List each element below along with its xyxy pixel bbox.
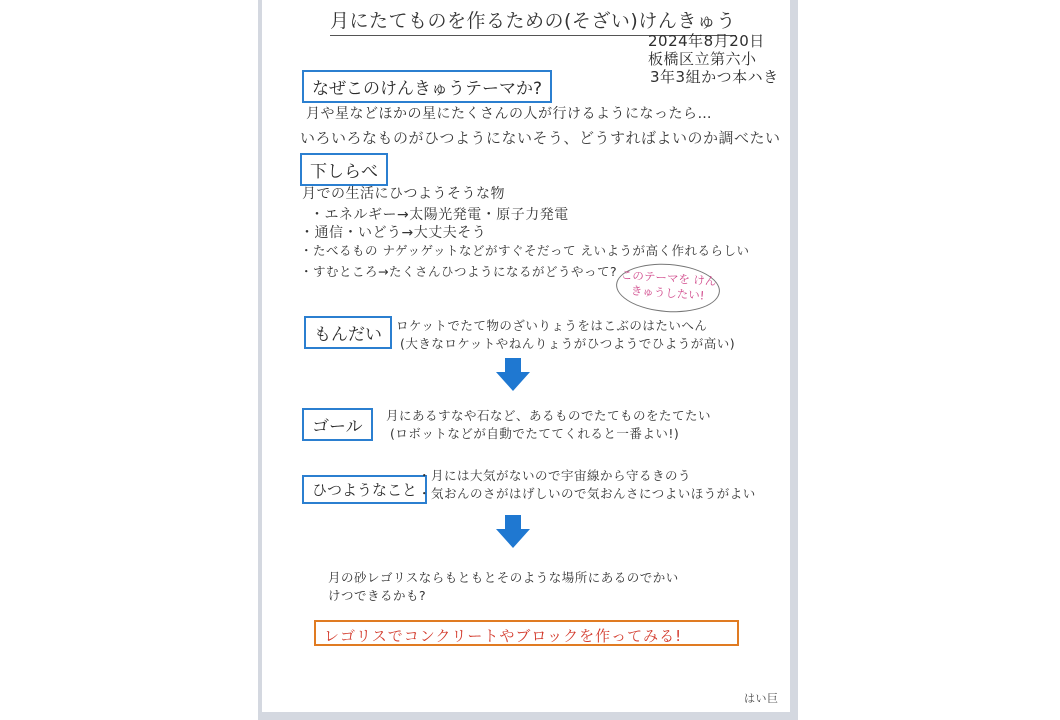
heading-research: 下しらべ: [300, 153, 388, 186]
conclusion-line-2: けつできるかも?: [328, 588, 427, 603]
problem-line-2: (大きなロケットやねんりょうがひつようでひようが高い): [400, 336, 736, 351]
research-item-energy: ・エネルギー→太陽光発電・原子力発電: [310, 207, 569, 223]
why-line-2: いろいろなものがひつようにないそう、どうすればよいのか調べたい: [300, 129, 781, 147]
research-item-food: ・たべるもの ナゲッゲットなどがすぐそだって えいようが高く作れるらしい: [300, 243, 750, 258]
student-text: 3年3組かつ本ハき: [650, 68, 779, 86]
school-text: 板橋区立第六小: [648, 50, 757, 68]
problem-line-1: ロケットでたて物のざいりょうをはこぶのはたいへん: [396, 318, 708, 333]
footer-mark: はい巨: [744, 692, 779, 705]
research-intro: 月での生活にひつようそうな物: [302, 186, 505, 202]
heading-problem: もんだい: [304, 316, 392, 349]
down-arrow-icon-2: [495, 515, 531, 549]
heading-why: なぜこのけんきゅうテーマか?: [302, 70, 552, 103]
date-text: 2024年8月20日: [648, 32, 765, 50]
needs-line-1: ・月には大気がないので宇宙線から守るきのう: [418, 468, 692, 483]
page-title: 月にたてものを作るための(そざい)けんきゅう: [330, 6, 736, 36]
heading-needs: ひつようなこと: [302, 475, 427, 504]
pink-speech-bubble: このテーマを けんきゅうしたい!: [614, 260, 721, 315]
research-item-communication: ・通信・いどう→大丈夫そう: [300, 225, 487, 241]
research-item-housing: ・すむところ→たくさんひつようになるがどうやって?: [300, 264, 618, 279]
goal-line-2: (ロボットなどが自動でたててくれると一番よい!): [390, 426, 680, 441]
needs-line-2: ・気おんのさがはげしいので気おんさにつよいほうがよい: [418, 486, 756, 501]
heading-goal: ゴール: [302, 408, 373, 441]
goal-line-1: 月にあるすなや石など、あるものでたてものをたてたい: [386, 408, 712, 423]
why-line-1: 月や星などほかの星にたくさんの人が行けるようになったら…: [306, 106, 712, 122]
down-arrow-icon-1: [495, 358, 531, 392]
conclusion-line-1: 月の砂レゴリスならもともとそのような場所にあるのでかい: [328, 570, 679, 585]
final-plan-box: レゴリスでコンクリートやブロックを作ってみる!: [314, 620, 739, 646]
